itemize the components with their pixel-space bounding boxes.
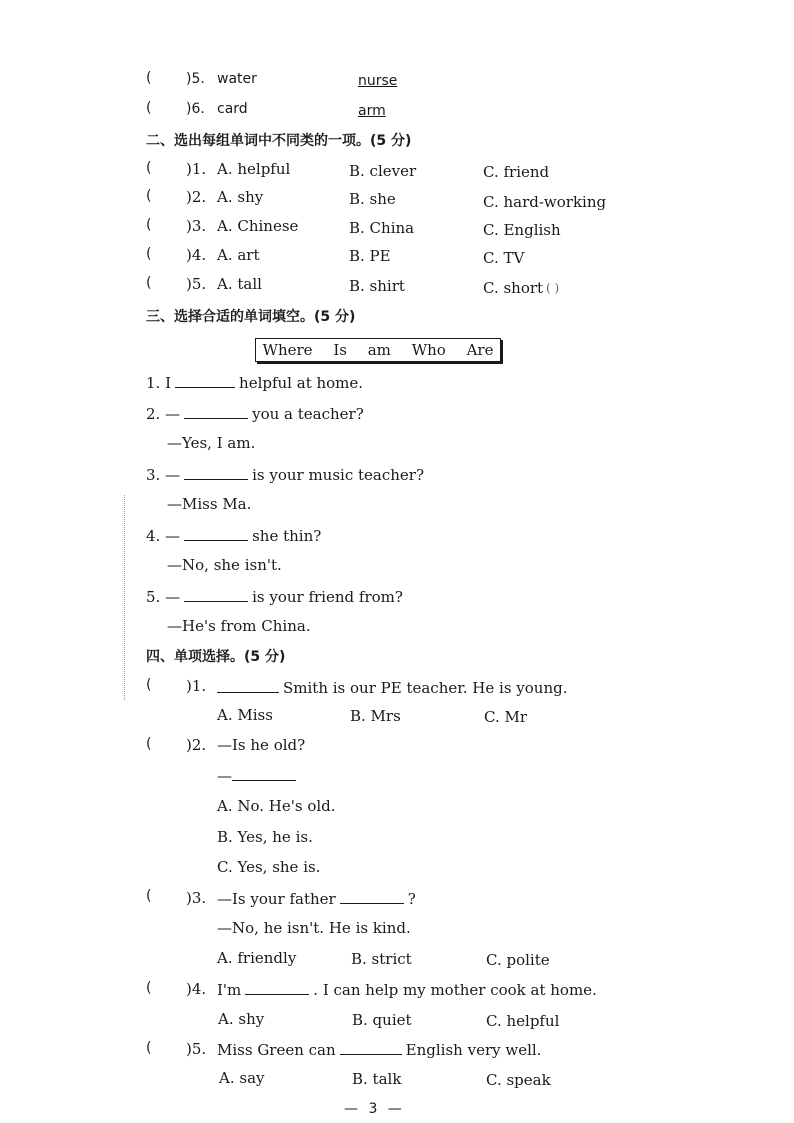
word-bank-word: Where <box>262 341 313 359</box>
option-a: A. shy <box>217 188 264 206</box>
question-pre: I'm <box>217 981 242 999</box>
item-pre: — <box>165 405 181 423</box>
word-bank-box <box>255 338 501 362</box>
item-post: is your friend from? <box>252 588 403 606</box>
paren-open: ( <box>146 275 152 291</box>
word-bank-word: Who <box>411 341 446 359</box>
option-b: B. Mrs <box>350 707 401 725</box>
item-number: 5. <box>146 588 161 606</box>
paren-open: ( <box>146 70 152 86</box>
option-a: A. say <box>219 1069 265 1087</box>
option-c: C. Yes, she is. <box>217 858 321 876</box>
option-a: A. Miss <box>217 706 273 724</box>
answer-blank[interactable] <box>184 465 248 480</box>
item-answer-line: —Yes, I am. <box>167 434 256 452</box>
option-a: A. tall <box>217 275 262 293</box>
question-pre: Miss Green can <box>217 1041 336 1059</box>
item-number: )2. <box>186 188 207 206</box>
answer-blank[interactable] <box>340 889 404 904</box>
option-a: A. No. He's old. <box>217 797 336 815</box>
option-b: B. quiet <box>352 1011 412 1029</box>
paren-open: ( <box>146 160 152 176</box>
paren-open: ( <box>146 980 152 996</box>
question-post: English very well. <box>405 1041 542 1059</box>
fill-item <box>146 465 424 484</box>
option-a: A. shy <box>218 1010 265 1028</box>
question-text <box>217 1040 541 1059</box>
option-c: C. TV <box>483 249 525 267</box>
option-a: A. art <box>217 246 260 264</box>
item-pre: — <box>165 527 181 545</box>
option-c: C. speak <box>486 1071 551 1089</box>
item-post: she thin? <box>252 527 322 545</box>
option-c: C. Mr <box>484 708 528 726</box>
option-c: C. friend <box>483 163 550 181</box>
question-text <box>217 889 416 908</box>
word-left: water <box>217 71 257 87</box>
paren-open: ( <box>146 677 152 693</box>
section-2-heading: 二、选出每组单词中不同类的一项。(5 分) <box>146 133 412 149</box>
answer-blank[interactable] <box>340 1040 402 1055</box>
question-text: —Is he old? <box>217 736 306 754</box>
item-number: )3. <box>186 889 207 907</box>
item-pre: I <box>165 374 172 392</box>
answer-blank[interactable] <box>184 587 248 602</box>
item-number: )5. <box>186 71 205 87</box>
fill-item <box>146 526 321 545</box>
fill-item <box>146 587 403 606</box>
answer-blank[interactable] <box>245 980 309 995</box>
paren-open: ( <box>146 1040 152 1056</box>
item-number: 2. <box>146 405 161 423</box>
option-b: B. she <box>349 190 396 208</box>
item-number: )4. <box>186 246 207 264</box>
binding-margin-dots <box>124 495 125 700</box>
option-b: B. talk <box>352 1070 402 1088</box>
item-pre: — <box>165 466 181 484</box>
answer-blank[interactable] <box>184 526 248 541</box>
item-number: )2. <box>186 736 207 754</box>
smudge-paren: ( ) <box>546 281 560 295</box>
option-b: B. strict <box>351 950 412 968</box>
item-pre: — <box>165 588 181 606</box>
paren-open: ( <box>146 888 152 904</box>
option-c: C. English <box>483 221 561 239</box>
word-right: nurse <box>358 73 398 89</box>
fill-item <box>146 404 364 423</box>
item-number: )5. <box>186 275 207 293</box>
item-post: is your music teacher? <box>252 466 425 484</box>
option-a: A. helpful <box>217 160 291 178</box>
item-number: )3. <box>186 217 207 235</box>
question-post: ? <box>407 890 416 908</box>
question-post: Smith is our PE teacher. He is young. <box>283 679 568 697</box>
option-a: A. Chinese <box>217 217 299 235</box>
option-c: C. short <box>483 279 544 297</box>
option-b: B. Yes, he is. <box>217 828 313 846</box>
question-pre: —Is your father <box>217 890 336 908</box>
item-answer-line: —No, she isn't. <box>167 556 282 574</box>
item-number: )1. <box>186 160 207 178</box>
word-left: card <box>217 101 248 117</box>
item-answer-line: —He's from China. <box>167 617 311 635</box>
item-number: 3. <box>146 466 161 484</box>
paren-open: ( <box>146 246 152 262</box>
option-b: B. China <box>349 219 415 237</box>
question-post: . I can help my mother cook at home. <box>313 981 597 999</box>
answer-blank[interactable] <box>217 678 279 693</box>
dialogue-reply <box>217 766 300 785</box>
item-answer-line: —Miss Ma. <box>167 495 252 513</box>
section-3-heading: 三、选择合适的单词填空。(5 分) <box>146 309 356 325</box>
option-b: B. PE <box>349 247 391 265</box>
paren-open: ( <box>146 100 152 116</box>
option-b: B. clever <box>349 162 417 180</box>
option-c: C. hard-working <box>483 193 607 211</box>
paren-open: ( <box>146 736 152 752</box>
dash: — <box>217 767 232 785</box>
item-post: helpful at home. <box>239 374 364 392</box>
item-number: )5. <box>186 1040 207 1058</box>
word-bank-word: Are <box>466 341 494 359</box>
dialogue-reply: —No, he isn't. He is kind. <box>217 919 411 937</box>
fill-item <box>146 373 363 392</box>
item-post: you a teacher? <box>252 405 364 423</box>
option-c: C. polite <box>486 951 550 969</box>
item-number: 4. <box>146 527 161 545</box>
word-bank-word: Is <box>333 341 347 359</box>
paren-open: ( <box>146 188 152 204</box>
item-number: )4. <box>186 980 207 998</box>
answer-blank[interactable] <box>232 766 296 781</box>
word-bank-word: am <box>367 341 391 359</box>
paren-open: ( <box>146 217 152 233</box>
option-b: B. shirt <box>349 277 405 295</box>
answer-blank[interactable] <box>175 373 235 388</box>
item-number: 1. <box>146 374 161 392</box>
page-number: — 3 — <box>344 1101 402 1117</box>
question-text <box>217 678 568 697</box>
option-a: A. friendly <box>217 949 297 967</box>
word-right: arm <box>358 103 386 119</box>
item-number: )1. <box>186 677 207 695</box>
question-text <box>217 980 597 999</box>
option-c: C. helpful <box>486 1012 560 1030</box>
item-number: )6. <box>186 101 205 117</box>
section-4-heading: 四、单项选择。(5 分) <box>146 649 286 665</box>
answer-blank[interactable] <box>184 404 248 419</box>
